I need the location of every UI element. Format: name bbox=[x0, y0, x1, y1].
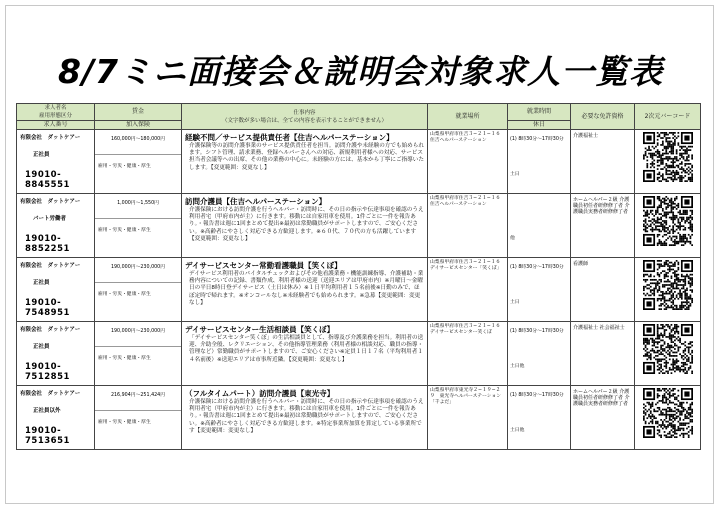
employment-type: パート労働者 bbox=[33, 216, 67, 222]
job-title: 経験不問／サービス提供責任者【住吉ヘルパーステーション】 bbox=[185, 133, 394, 142]
company-name: 有限会社 ダットケアー bbox=[20, 135, 81, 141]
job-description: 介護保険等の訪問介護事業のサービス提供責任者を担当。訪問介護や未経験の方でも始められます。シフト管理、請求業務、登録ヘルパーさんへの対応、新規利用者様への対応、サービス担当者会議等への出席、その他の業務の中心に。未経験の方には、基本から丁寧にご指導いたします。【変更範囲：変更なし】 bbox=[189, 143, 424, 171]
location-cell: 山梨県甲府市住吉３−２１−１６ デイサービスセンター「笑くぼ」 bbox=[428, 258, 508, 322]
divider bbox=[95, 282, 181, 283]
employment-type: 正社員 bbox=[33, 280, 50, 286]
company-cell bbox=[17, 258, 95, 322]
hours-cell bbox=[508, 322, 571, 386]
company-name: 有限会社 ダットケアー bbox=[20, 327, 81, 333]
holidays: 土日 bbox=[510, 300, 520, 305]
wage-cell bbox=[95, 194, 182, 258]
qr-cell bbox=[635, 258, 701, 322]
job-number: 19010- 7548951 bbox=[25, 298, 70, 318]
employment-type: 正社員 bbox=[33, 152, 50, 158]
insurance-list: 雇用・労災・健康・厚生 bbox=[98, 356, 151, 361]
job-number: 19010- 7513651 bbox=[25, 426, 70, 446]
holidays: 土日他 bbox=[510, 364, 525, 369]
header-insurance: 加入保険 bbox=[95, 121, 182, 130]
qualifications-cell: 介護福祉士 社会福祉士 bbox=[571, 322, 635, 386]
location-cell: 山梨県甲府市住吉３−２１−１６ 住吉ヘルパーステーション bbox=[428, 194, 508, 258]
wage-cell bbox=[95, 130, 182, 194]
header-hours: 就業時間 bbox=[508, 104, 571, 121]
qualifications-cell: ホームヘルパー２級 介護職員初任者研修修了者 介護職員実務者研修修了者 bbox=[571, 194, 635, 258]
job-title: （フルタイムパート）訪問介護員【東光寺】 bbox=[185, 389, 335, 398]
hours-cell bbox=[508, 258, 571, 322]
job-row bbox=[17, 130, 701, 194]
qualifications-cell: ホームヘルパー２級 介護職員初任者研修修了者 介護職員実務者研修修了者 bbox=[571, 386, 635, 450]
job-title: 訪問介護員【住吉ヘルパーステーション】 bbox=[185, 197, 327, 206]
wage-range: 190,000円〜230,000円 bbox=[110, 265, 166, 270]
employment-type: 正社員以外 bbox=[33, 408, 61, 414]
job-row bbox=[17, 386, 701, 450]
wage-cell bbox=[95, 258, 182, 322]
hours-cell bbox=[508, 194, 571, 258]
header-row bbox=[17, 104, 701, 121]
employment-type: 正社員 bbox=[33, 344, 50, 350]
company-cell bbox=[17, 322, 95, 386]
qr-code-icon bbox=[643, 324, 693, 374]
job-description: 介護保険における訪問介護を行うヘルパー・訪問時に、その日の指示や伝達事項を確認のうえ利用者宅（甲府市内が主）に行きます。移動には自家用車を使用。1件ごとに一件を報告あり。・報告書は週に1回まとめて提出※最初は常勤職員がサポートしますので、ご安心ください。※高齢者にやさしく対応できる方歓迎します。※特定事業所加算を算定している事業所です【変更範囲：変更なし】 bbox=[189, 399, 424, 434]
wage-range: 190,000円〜230,000円 bbox=[110, 329, 166, 334]
wage-range: 160,000円〜180,000円 bbox=[110, 137, 166, 142]
holidays: 他 bbox=[510, 236, 515, 241]
header-holidays: 休日 bbox=[508, 121, 571, 130]
job-content-cell bbox=[182, 386, 428, 450]
job-title: デイサービスセンター常勤看護職員【笑くぼ】 bbox=[185, 261, 342, 270]
job-description: 介護保険における訪問介護を行うヘルパー・訪問時に、その日の指示や伝達事項を確認のうえ利用者宅（甲府市内が主）に行きます。移動には自家用車を使用。1件ごとに一件を報告あり。・報告書は週に1回まとめて提出※最初は常勤職員がサポートしますので、ご安心ください。※高齢者にやさしく対応できる方歓迎します。※６０代、７０代の方も活躍しています【変更範囲：変更なし】 bbox=[189, 207, 424, 242]
company-name: 有限会社 ダットケアー bbox=[20, 199, 81, 205]
qr-code-icon bbox=[643, 196, 693, 246]
header-qr: 2次元バーコード bbox=[635, 104, 701, 130]
qr-cell bbox=[635, 386, 701, 450]
wage-cell bbox=[95, 386, 182, 450]
job-number: 19010- 7512851 bbox=[25, 362, 70, 382]
working-hours: (1) 8時30分〜17時30分 bbox=[510, 137, 564, 142]
qr-code-icon bbox=[643, 260, 693, 310]
divider bbox=[95, 218, 181, 219]
company-name: 有限会社 ダットケアー bbox=[20, 263, 81, 269]
company-name: 有限会社 ダットケアー bbox=[20, 391, 81, 397]
divider bbox=[95, 346, 181, 347]
working-hours: (1) 8時30分〜17時30分 bbox=[510, 265, 564, 270]
working-hours: (1) 8時30分〜17時30分 bbox=[510, 393, 564, 398]
qr-cell bbox=[635, 130, 701, 194]
wage-cell bbox=[95, 322, 182, 386]
hours-cell bbox=[508, 386, 571, 450]
job-row bbox=[17, 258, 701, 322]
header-wage: 賃金 bbox=[95, 104, 182, 121]
divider bbox=[95, 154, 181, 155]
header-company: 求人者名 雇用形態区分 bbox=[17, 104, 95, 121]
header-job-content: 仕事内容 （文字数が多い場合は、全ての内容を表示することができません） bbox=[182, 104, 428, 130]
company-cell bbox=[17, 194, 95, 258]
header-location: 就業場所 bbox=[428, 104, 508, 130]
qualifications-cell: 看護師 bbox=[571, 258, 635, 322]
job-description: デイサービス利用者のバイタルチェックおよびその他看護業務・機能訓練指導、介護補助・業務内容についての記録、書類作成、利用者様の送迎（送迎エリアは甲府市内）※月曜日〜金曜日の平日8時日登デイサービス（土日は休み）※１日平均利用者１５名前後※日勤のみで、ほぼ定時で帰れます。※オンコールなし※未経験者でも始められます。※急募【変更範囲：変更なし】 bbox=[189, 271, 424, 306]
qr-code-icon bbox=[643, 388, 693, 438]
job-content-cell bbox=[182, 130, 428, 194]
job-number: 19010- 8845551 bbox=[25, 170, 70, 190]
job-content-cell bbox=[182, 322, 428, 386]
location-cell: 山梨県甲府市住吉３−２１−１６ デイサービスセンター笑くぼ bbox=[428, 322, 508, 386]
wage-range: 216,904円〜251,424円 bbox=[110, 393, 166, 398]
hours-cell bbox=[508, 130, 571, 194]
qualifications-cell: 介護福祉士 bbox=[571, 130, 635, 194]
holidays: 土日他 bbox=[510, 428, 525, 433]
insurance-list: 雇用・労災・健康・厚生 bbox=[98, 420, 151, 425]
job-description: 「デイサービスセンター笑くぼ」の生活相談員として、指導及び介護業務を担当。利用者の送迎、介助全般、レクリエーション、その他指導管理業務（利用者様の相談対応、職員の指導・管理など）常勤職員がサポートしますので、ご安心ください※定員１日１７名（平均利用者１４名前後）※送迎エリアは市事所近隣。【変更範囲：変更なし】 bbox=[189, 335, 424, 363]
qr-cell bbox=[635, 322, 701, 386]
document-title: 8/7ミニ面接会＆説明会対象求人一覧表 bbox=[58, 52, 663, 91]
location-cell: 山梨県甲府市東光寺２−１９−２９ 東光寺ヘルパーステーション「千よだ」 bbox=[428, 386, 508, 450]
qr-cell bbox=[635, 194, 701, 258]
job-content-cell bbox=[182, 194, 428, 258]
job-listing-table bbox=[16, 103, 701, 450]
job-row bbox=[17, 194, 701, 258]
insurance-list: 雇用・労災・健康・厚生 bbox=[98, 164, 151, 169]
job-row bbox=[17, 322, 701, 386]
location-cell: 山梨県甲府市住吉３−２１−１６ 住吉ヘルパーステーション bbox=[428, 130, 508, 194]
company-cell bbox=[17, 386, 95, 450]
divider bbox=[95, 410, 181, 411]
header-job-number: 求人番号 bbox=[17, 121, 95, 130]
insurance-list: 雇用・労災・健康・厚生 bbox=[98, 228, 151, 233]
company-cell bbox=[17, 130, 95, 194]
job-number: 19010- 8852251 bbox=[25, 234, 70, 254]
qr-code-icon bbox=[643, 132, 693, 182]
insurance-list: 雇用・労災・健康・厚生 bbox=[98, 292, 151, 297]
holidays: 土日 bbox=[510, 172, 520, 177]
working-hours: (1) 8時30分〜17時30分 bbox=[510, 329, 564, 334]
header-quals: 必要な免許資格 bbox=[571, 104, 635, 130]
job-title: デイサービスセンター生活相談員【笑くぼ】 bbox=[185, 325, 335, 334]
job-content-cell bbox=[182, 258, 428, 322]
wage-range: 1,000円〜1,550円 bbox=[117, 201, 159, 206]
